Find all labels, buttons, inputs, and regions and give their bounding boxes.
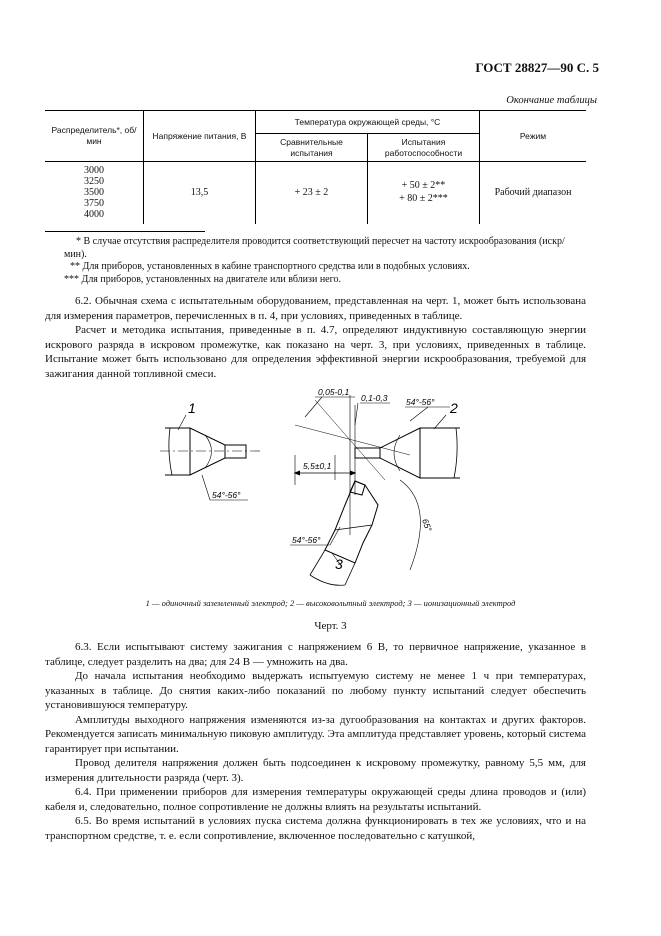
paragraph-6-5: 6.5. Во время испытаний в условиях пуска система должна функционировать в тех же условиях, что и на транспортном средстве, т. е. если сопротивление, включенное последовательно с катушкой, xyxy=(45,815,586,842)
text-block-1 xyxy=(45,294,586,381)
paragraph-6-3d: Провод делителя напряжения должен быть подсоединен к искровому промежутку, равному 5,5 мм, для измерения длительности разряда (черт. 3). xyxy=(45,757,586,784)
label-electrode-1: 1 xyxy=(188,400,196,416)
footnote-rule xyxy=(45,231,205,232)
electrode-1-shape xyxy=(160,428,260,475)
dim-gap-top: 0,05-0,1 xyxy=(318,387,350,397)
cell-comparative: + 23 ± 2 xyxy=(256,162,368,224)
performance-value-2: + 80 ± 2*** xyxy=(399,192,448,204)
cell-voltage: 13,5 xyxy=(144,162,256,224)
cell-mode: Рабочий диапазон xyxy=(480,162,587,224)
electrode-drawing xyxy=(150,385,480,590)
speed-value: 3000 xyxy=(84,165,104,177)
label-electrode-2: 2 xyxy=(450,400,458,416)
paragraph-6-2b: Расчет и методика испытания, приведенные в п. 4.7, определяют индуктивную составляющую энергии искрового разряда в искровом промежутке, как показано на черт. 3, при условиях, приведенных в таблице. Испытание может быть использовано для определения эффективной энергии искрообразования, требуемой для зажигания данной топливной смеси. xyxy=(45,324,586,380)
paragraph-6-2: 6.2. Обычная схема с испытательным оборудованием, представленная на черт. 1, может быть использована для измерения параметров, перечисленных в п. 4, при условиях, приведенных в таблице. xyxy=(45,295,586,322)
footnote-1: * В случае отсутствия распределителя проводится соответствующий пересчет на частоту искрообразования (искр/мин). xyxy=(64,236,565,260)
electrode-2-shape xyxy=(355,428,460,478)
figure-caption: 1 — одиночный заземленный электрод; 2 — высоковольтный электрод; 3 — ионизационный электрод xyxy=(145,598,516,608)
dim-angle-left: 54°-56° xyxy=(212,490,241,500)
footnote-3: *** Для приборов, установленных на двигателе или вблизи него. xyxy=(64,274,341,285)
figure-title: Черт. 3 xyxy=(314,620,347,632)
text-block-2 xyxy=(45,640,586,843)
dim-angle-65: 65° xyxy=(420,517,434,533)
conditions-table xyxy=(45,110,586,224)
speed-value: 3750 xyxy=(84,198,104,210)
th-temperature: Температура окружающей среды, °С xyxy=(256,111,480,134)
paragraph-6-3c: Амплитуды выходного напряжения изменяются из-за дугообразования на контактах и других факторов. Рекомендуется записать минимальную пиковую амплитуду. Эта амплитуда представляет уровень, который система гарантирует при испытании. xyxy=(45,713,586,755)
table-caption: Окончание таблицы xyxy=(506,95,597,106)
th-mode: Режим xyxy=(480,111,587,162)
speed-value: 4000 xyxy=(84,209,104,221)
page-header: ГОСТ 28827—90 С. 5 xyxy=(475,60,599,75)
performance-value-1: + 50 ± 2** xyxy=(401,180,446,192)
electrode-3-shape xyxy=(310,481,378,585)
dim-angle-bottom: 54°-56° xyxy=(292,535,321,545)
paragraph-6-3: 6.3. Если испытывают систему зажигания с напряжением 6 В, то первичное напряжение, указанное в таблице, следует разделить на два; для 24 В — умножить на два. xyxy=(45,641,586,668)
dim-angle-top: 54°-56° xyxy=(406,397,435,407)
footnote-2: ** Для приборов, установленных в кабине транспортного средства или в подобных условиях. xyxy=(70,261,470,272)
paragraph-6-4: 6.4. При применении приборов для измерения температуры окружающей среды длина проводов и (или) кабеля и, следовательно, полное сопротивление не должны влиять на результаты испытаний. xyxy=(45,786,586,813)
speed-value: 3250 xyxy=(84,176,104,188)
th-performance: Испытания работоспособности xyxy=(368,134,480,162)
cell-performance xyxy=(368,162,480,224)
label-electrode-3: 3 xyxy=(335,556,343,572)
th-voltage: Напряжение питания, В xyxy=(144,111,256,162)
th-distributor: Распределитель*, об/мин xyxy=(45,111,144,162)
dim-distance: 5,5±0,1 xyxy=(303,461,332,471)
paragraph-6-3b: До начала испытания необходимо выдержать испытуемую систему не менее 1 ч при температурах, указанных в таблице. До снятия каких-либо показаний по любому пункту испытаний следует обеспечить установившуюся температуру. xyxy=(45,670,586,711)
speed-value: 3500 xyxy=(84,187,104,199)
th-comparative: Сравнительные испытания xyxy=(256,134,368,162)
cell-speeds xyxy=(45,162,144,224)
dim-gap-mid: 0,1-0,3 xyxy=(361,393,388,403)
